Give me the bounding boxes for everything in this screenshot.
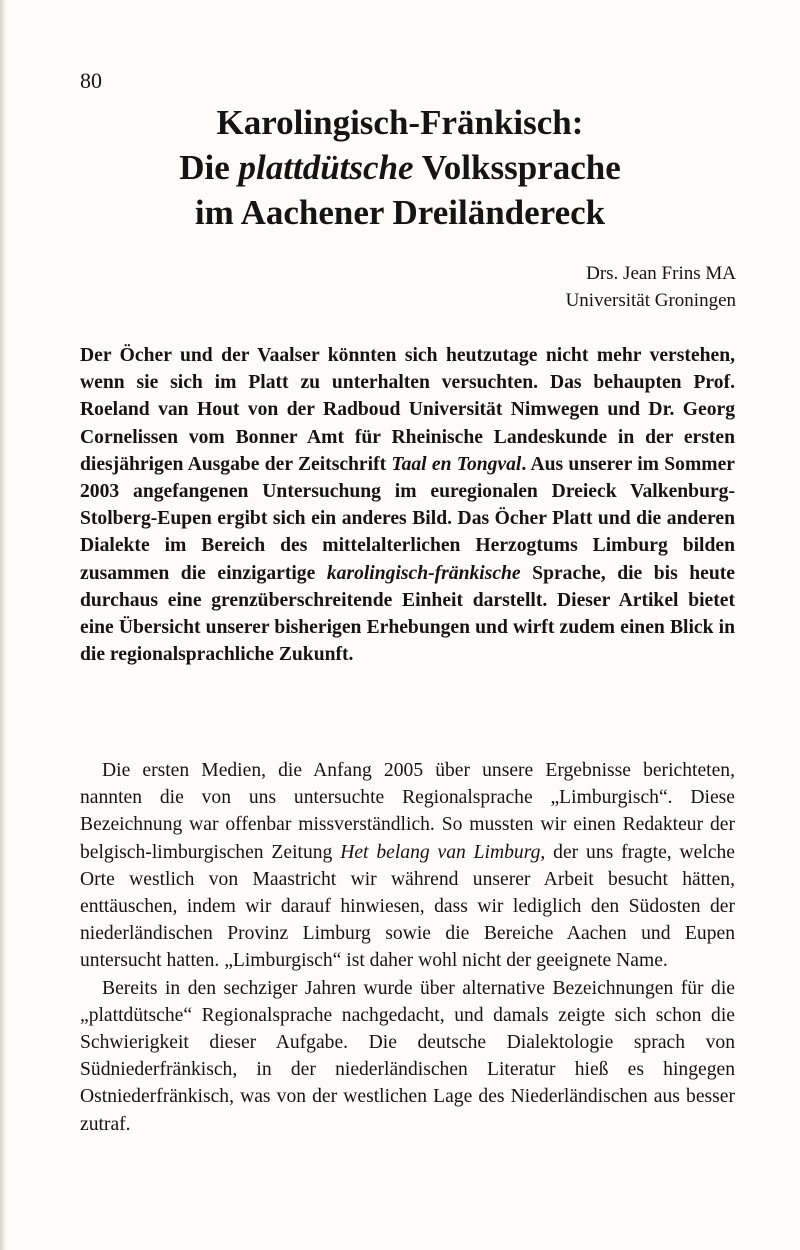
abstract-part-2: . Aus unserer im Sommer 2003 angefangenen Untersuchung im euregionalen Dreieck Valkenburg-Stolberg-Eupen ergibt sich ein anderes Bild. Das Öcher Platt und die anderen Dialekte im Bereich des mittelalterlichen Herzogtums Limburg bilden zusammen die einzigartige bbox=[80, 453, 735, 584]
abstract-language-term: karolingisch-fränkische bbox=[326, 562, 521, 584]
body-text bbox=[80, 757, 735, 1138]
title-line-2-prefix: Die bbox=[179, 148, 239, 187]
abstract-journal-title: Taal en Tongval bbox=[391, 453, 522, 475]
body-paragraph-1 bbox=[80, 757, 735, 975]
page-edge-shadow bbox=[0, 0, 6, 1250]
article-title bbox=[60, 100, 740, 235]
author-block bbox=[566, 260, 736, 314]
abstract-part-1: Der Öcher und der Vaalser könnten sich heutzutage nicht mehr verstehen, wenn sie sich im Platt zu unterhalten versuchten. Das behaupten Prof. Roeland van Hout von der Radboud Universität Nimwegen und Dr. Georg Cornelissen vom Bonner Amt für Rheinische Landeskunde in der ersten diesjährigen Ausgabe der Zeitschrift bbox=[80, 345, 735, 475]
body-p1-part-1: Die ersten Medien, die Anfang 2005 über unsere Ergebnisse berichteten, nannten die von uns untersuchte Regionalsprache „Limburgisch“. Diese Bezeichnung war offenbar missverständlich. So mussten wir einen Redakteur der belgisch-limburgischen Zeitung bbox=[80, 760, 735, 863]
body-paragraph-2: Bereits in den sechziger Jahren wurde über alternative Bezeichnungen für die „plattdütsche“ Regionalsprache nachgedacht, und damals zeigte sich schon die Schwierigkeit dieser Aufgabe. Die deutsche Dialektologie sprach von Südniederfränkisch, in der niederländischen Literatur hieß es hingegen Ostniederfränkisch, was von der westlichen Lage des Niederländischen aus besser zutraf. bbox=[80, 977, 735, 1135]
abstract bbox=[80, 342, 735, 668]
abstract-part-3: Sprache, die bis heute durchaus eine grenzüberschreitende Einheit darstellt. Dieser Artikel bietet eine Übersicht unserer bisherigen Erhebungen und wirft zudem einen Blick in die regionalsprachliche Zukunft. bbox=[80, 562, 735, 666]
body-p1-part-2: , der uns fragte, welche Orte westlich von Maastricht wir während unserer Arbeit besucht hätten, enttäuschen, indem wir darauf hinwiesen, dass wir lediglich den Südosten der niederländischen Provinz Limburg sowie die Bereiche Aachen und Eupen untersucht hatten. „Limburgisch“ ist daher wohl nicht der geeignete Name. bbox=[80, 841, 735, 972]
author-affiliation: Universität Groningen bbox=[565, 290, 736, 311]
title-line-3: im Aachener Dreiländereck bbox=[194, 193, 606, 232]
title-line-1: Karolingisch-Fränkisch: bbox=[216, 103, 584, 142]
page-number: 80 bbox=[80, 68, 102, 93]
body-p1-newspaper-title: Het belang van Limburg bbox=[340, 841, 541, 863]
author-name: Drs. Jean Frins MA bbox=[586, 263, 736, 284]
title-line-2 bbox=[60, 145, 740, 190]
title-line-2-italic: plattdütsche bbox=[238, 148, 414, 187]
title-line-2-suffix: Volkssprache bbox=[413, 148, 621, 187]
